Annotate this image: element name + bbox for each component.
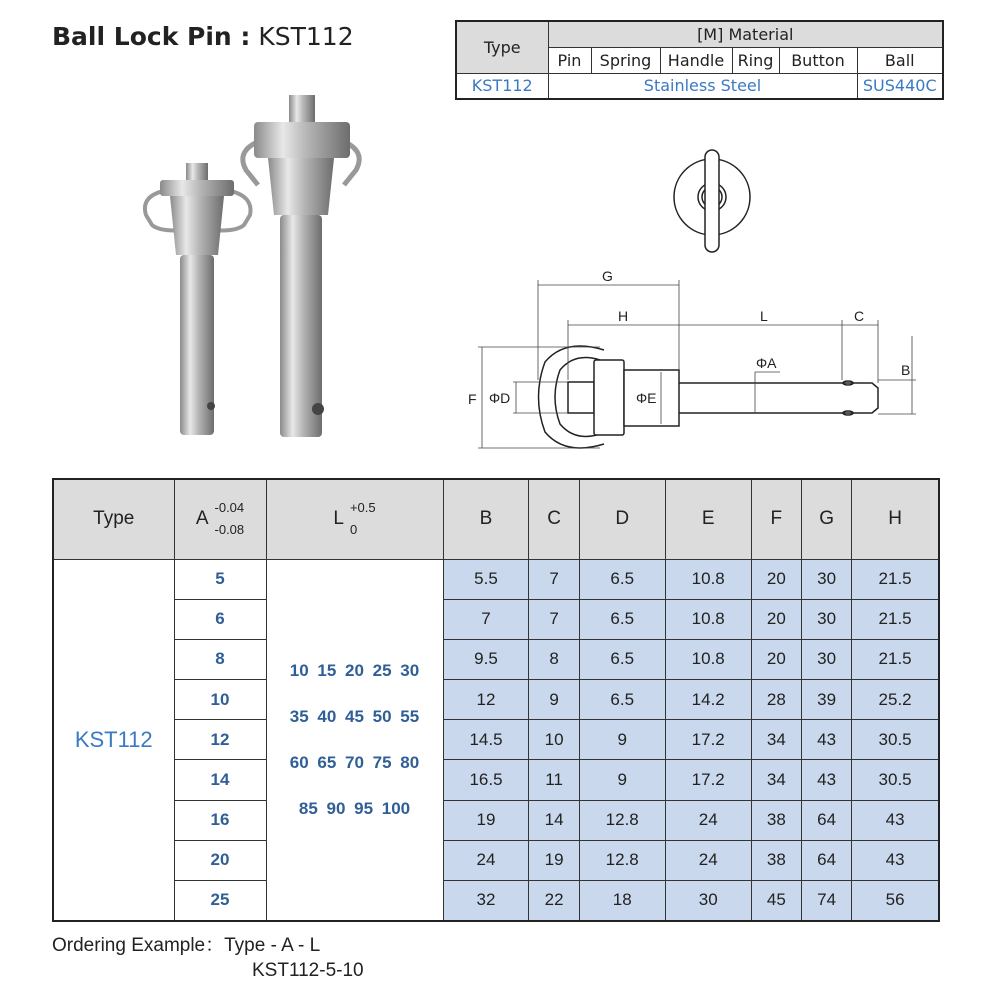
- e-value: 17.2: [665, 720, 751, 760]
- a-value: 10: [174, 680, 266, 720]
- table-row: [53, 840, 939, 880]
- header-b: B: [443, 479, 529, 559]
- type-header: Type: [456, 21, 548, 73]
- b-value: 14.5: [443, 720, 529, 760]
- table-row: [53, 760, 939, 800]
- a-value: 6: [174, 599, 266, 639]
- part-button: Button: [779, 47, 857, 73]
- type-cell: KST112: [53, 559, 174, 921]
- a-value: 20: [174, 840, 266, 880]
- header-a: [174, 479, 266, 559]
- g-value: 64: [801, 840, 851, 880]
- table-row: [53, 599, 939, 639]
- a-value: 25: [174, 881, 266, 921]
- h-value: 21.5: [852, 639, 939, 679]
- e-value: 10.8: [665, 599, 751, 639]
- e-value: 14.2: [665, 680, 751, 720]
- table-row: [53, 720, 939, 760]
- table-row: [53, 559, 939, 599]
- header-f: F: [751, 479, 801, 559]
- c-value: 22: [529, 881, 579, 921]
- e-value: 10.8: [665, 639, 751, 679]
- e-value: 10.8: [665, 559, 751, 599]
- header-c: C: [529, 479, 579, 559]
- h-value: 30.5: [852, 760, 939, 800]
- g-value: 43: [801, 760, 851, 800]
- b-value: 5.5: [443, 559, 529, 599]
- c-value: 8: [529, 639, 579, 679]
- a-value: 8: [174, 639, 266, 679]
- part-spring: Spring: [591, 47, 660, 73]
- f-value: 20: [751, 599, 801, 639]
- large-pin-photo: [243, 95, 359, 437]
- f-value: 38: [751, 840, 801, 880]
- f-value: 34: [751, 720, 801, 760]
- d-value: 6.5: [579, 639, 665, 679]
- table-row: [53, 881, 939, 921]
- b-value: 32: [443, 881, 529, 921]
- b-value: 9.5: [443, 639, 529, 679]
- a-value: 5: [174, 559, 266, 599]
- d-value: 6.5: [579, 680, 665, 720]
- l-values-line: 85 90 95 100: [298, 798, 411, 818]
- f-value: 20: [751, 559, 801, 599]
- header-h: H: [852, 479, 939, 559]
- l-values-line: 35 40 45 50 55: [289, 706, 420, 726]
- h-value: 43: [852, 800, 939, 840]
- l-values-line: 60 65 70 75 80: [289, 752, 420, 772]
- g-value: 64: [801, 800, 851, 840]
- g-value: 43: [801, 720, 851, 760]
- g-value: 30: [801, 639, 851, 679]
- title-model: KST112: [250, 22, 354, 51]
- a-value: 14: [174, 760, 266, 800]
- e-value: 30: [665, 881, 751, 921]
- f-value: 28: [751, 680, 801, 720]
- dim-c: C: [854, 308, 865, 324]
- c-value: 19: [529, 840, 579, 880]
- h-value: 21.5: [852, 599, 939, 639]
- part-handle: Handle: [660, 47, 732, 73]
- dim-g: G: [602, 268, 613, 284]
- table-row: [53, 639, 939, 679]
- header-g: G: [801, 479, 851, 559]
- table-row: [53, 800, 939, 840]
- top-view-drawing: [674, 150, 750, 252]
- c-value: 14: [529, 800, 579, 840]
- d-value: 18: [579, 881, 665, 921]
- f-value: 38: [751, 800, 801, 840]
- h-value: 21.5: [852, 559, 939, 599]
- f-value: 45: [751, 881, 801, 921]
- h-value: 43: [852, 840, 939, 880]
- part-pin: Pin: [548, 47, 591, 73]
- dim-l: L: [760, 308, 768, 324]
- ordering-example-value: KST112-5-10: [252, 960, 364, 981]
- type-value: KST112: [456, 73, 548, 99]
- e-value: 17.2: [665, 760, 751, 800]
- c-value: 10: [529, 720, 579, 760]
- l-tol-lower: 0: [349, 522, 358, 538]
- h-value: 56: [852, 881, 939, 921]
- a-value: 16: [174, 800, 266, 840]
- g-value: 74: [801, 881, 851, 921]
- header-l: [266, 479, 443, 559]
- dim-e: ΦE: [636, 390, 657, 406]
- title-label: Ball Lock Pin :: [52, 22, 251, 51]
- g-value: 30: [801, 559, 851, 599]
- header-e: E: [665, 479, 751, 559]
- product-illustrations: [0, 0, 1000, 470]
- c-value: 7: [529, 599, 579, 639]
- b-value: 19: [443, 800, 529, 840]
- spec-table: [52, 478, 940, 922]
- material-header: [M] Material: [548, 21, 943, 47]
- f-value: 20: [751, 639, 801, 679]
- dim-h: H: [618, 308, 629, 324]
- b-value: 7: [443, 599, 529, 639]
- h-value: 25.2: [852, 680, 939, 720]
- d-value: 6.5: [579, 599, 665, 639]
- ball-material-value: SUS440C: [857, 73, 943, 99]
- d-value: 12.8: [579, 800, 665, 840]
- e-value: 24: [665, 800, 751, 840]
- b-value: 16.5: [443, 760, 529, 800]
- header-a-label: A: [195, 508, 209, 530]
- dim-a: ΦA: [756, 355, 777, 371]
- a-tol-upper: -0.04: [214, 500, 245, 516]
- c-value: 7: [529, 559, 579, 599]
- side-view-drawing: [478, 280, 916, 448]
- small-pin-photo: [145, 163, 251, 435]
- l-values-cell: [266, 559, 443, 921]
- a-value: 12: [174, 720, 266, 760]
- b-value: 12: [443, 680, 529, 720]
- d-value: 6.5: [579, 559, 665, 599]
- h-value: 30.5: [852, 720, 939, 760]
- f-value: 34: [751, 760, 801, 800]
- table-row: [53, 680, 939, 720]
- a-tol-lower: -0.08: [214, 522, 245, 538]
- dim-f: F: [468, 391, 477, 407]
- d-value: 12.8: [579, 840, 665, 880]
- part-ring: Ring: [732, 47, 779, 73]
- header-type: Type: [53, 479, 174, 559]
- e-value: 24: [665, 840, 751, 880]
- c-value: 11: [529, 760, 579, 800]
- material-value: Stainless Steel: [548, 73, 857, 99]
- b-value: 24: [443, 840, 529, 880]
- c-value: 9: [529, 680, 579, 720]
- d-value: 9: [579, 720, 665, 760]
- ordering-example-label: Ordering Example：Type - A - L: [52, 935, 321, 956]
- header-l-label: L: [333, 508, 344, 530]
- d-value: 9: [579, 760, 665, 800]
- g-value: 30: [801, 599, 851, 639]
- l-tol-upper: +0.5: [349, 500, 376, 516]
- g-value: 39: [801, 680, 851, 720]
- dim-d: ΦD: [489, 390, 511, 406]
- l-values-line: 10 15 20 25 30: [289, 660, 420, 680]
- dim-b: B: [901, 362, 911, 378]
- part-ball: Ball: [857, 47, 943, 73]
- header-d: D: [579, 479, 665, 559]
